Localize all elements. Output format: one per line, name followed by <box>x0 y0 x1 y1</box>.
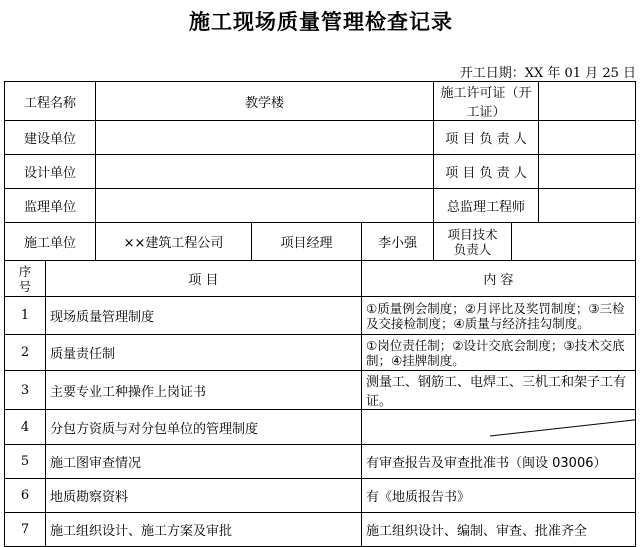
supervision-unit-label: 监理单位 <box>5 189 96 223</box>
row-design-unit <box>5 155 636 189</box>
contractor-value: ××建筑工程公司 <box>96 223 252 261</box>
blank-strike-line <box>362 410 636 445</box>
project-manager-value: 李小强 <box>362 223 434 261</box>
row-item: 质量责任制 <box>46 335 362 371</box>
row-seq: 2 <box>5 335 46 371</box>
page-title: 施工现场质量管理检查记录 <box>189 9 453 34</box>
permit-label: 施工许可证（开工证） <box>434 82 539 121</box>
row-content: 测量工、钢筋工、电焊工、三机工和架子工有证。 <box>362 371 636 410</box>
row-seq: 7 <box>5 513 46 547</box>
table-row <box>5 410 636 445</box>
row-seq: 3 <box>5 371 46 410</box>
column-header-row <box>5 261 636 297</box>
project-name-value: 教学楼 <box>96 82 434 121</box>
tech-lead-label-line1: 项目技术 <box>447 226 498 242</box>
row-seq: 5 <box>5 445 46 479</box>
row-content: 有审查报告及审查批准书（闽设 03006） <box>362 445 636 479</box>
tech-lead-value <box>512 223 636 261</box>
table-row <box>5 445 636 479</box>
row-content: ①质量例会制度；②月评比及奖罚制度；③三检及交接检制度；④质量与经济挂勾制度。 <box>362 297 636 335</box>
col-item-header: 项 目 <box>46 261 362 297</box>
chief-supervisor-value <box>539 189 636 223</box>
row-supervision-unit <box>5 189 636 223</box>
row-item: 主要专业工种操作上岗证书 <box>46 371 362 410</box>
design-person-label: 项 目 负 责 人 <box>434 155 539 189</box>
design-person-value <box>539 155 636 189</box>
design-unit-label: 设计单位 <box>5 155 96 189</box>
table-row <box>5 297 636 335</box>
construction-unit-label: 建设单位 <box>5 121 96 155</box>
contractor-label: 施工单位 <box>5 223 96 261</box>
table-row <box>5 371 636 410</box>
row-seq: 1 <box>5 297 46 335</box>
col-seq-line1: 序 <box>18 263 32 279</box>
table-row <box>5 479 636 513</box>
project-name-label: 工程名称 <box>5 82 96 121</box>
row-item: 地质勘察资料 <box>46 479 362 513</box>
table-row <box>5 335 636 371</box>
row-item: 施工图审查情况 <box>46 445 362 479</box>
construction-unit-value <box>96 121 434 155</box>
construction-person-label: 项 目 负 责 人 <box>434 121 539 155</box>
construction-person-value <box>539 121 636 155</box>
project-manager-label: 项目经理 <box>252 223 362 261</box>
row-content: ①岗位责任制；②设计交底会制度；③技术交底制；④挂牌制度。 <box>362 335 636 371</box>
permit-value <box>539 82 636 121</box>
design-unit-value <box>96 155 434 189</box>
row-content: 有《地质报告书》 <box>362 479 636 513</box>
chief-supervisor-label: 总监理工程师 <box>434 189 539 223</box>
supervision-unit-value <box>96 189 434 223</box>
row-contractor <box>5 223 636 261</box>
row-item: 施工组织设计、施工方案及审批 <box>46 513 362 547</box>
row-seq: 6 <box>5 479 46 513</box>
row-content <box>362 410 636 445</box>
row-construction-unit <box>5 121 636 155</box>
tech-lead-label <box>434 223 512 261</box>
row-seq: 4 <box>5 410 46 445</box>
row-item: 分包方资质与对分包单位的管理制度 <box>46 410 362 445</box>
tech-lead-label-line2: 负责人 <box>453 241 492 257</box>
table-row <box>5 513 636 547</box>
col-content-header: 内 容 <box>362 261 636 297</box>
col-seq-line2: 号 <box>18 278 32 294</box>
row-project-name <box>5 82 636 121</box>
col-seq-header <box>5 261 46 297</box>
quality-inspection-table <box>4 81 636 547</box>
row-content: 施工组织设计、编制、审查、批准齐全 <box>362 513 636 547</box>
row-item: 现场质量管理制度 <box>46 297 362 335</box>
start-date: 开工日期：XX 年 01 月 25 日 <box>459 66 636 81</box>
